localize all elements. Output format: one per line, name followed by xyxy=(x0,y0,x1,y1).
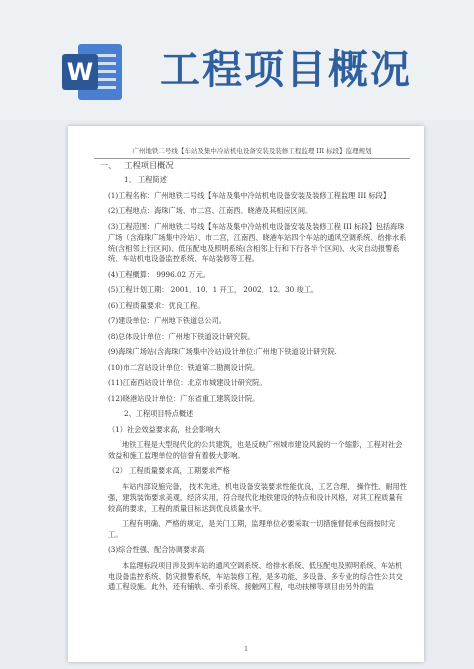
paragraph: (9)海珠广场站(含海珠广场集中冷站)设计单位:广州地下铁道设计研究院. xyxy=(108,347,337,357)
paragraph: (1)工程名称：广州地铁二号线【车站及集中冷站机电设备安装及装修工程监理 III 标段】 xyxy=(108,190,391,200)
paragraph: (2)工程地点：海珠广场、市二宫、江南西、晓港及其相应区间。 xyxy=(108,206,313,216)
paragraph: （2） 工程质量要求高，工期要求严格 xyxy=(108,466,230,476)
document-body xyxy=(100,160,408,598)
paragraph: (4)工程概算： 9996.02 万元。 xyxy=(108,269,210,279)
section-heading xyxy=(100,160,408,171)
subsection-heading: 1、 工程简述 xyxy=(124,175,167,185)
paragraph: 工程有明确、严格的规定，是关门工期，监理单位必要采取一切措施督促承包商按时完工。 xyxy=(108,518,396,539)
paragraph: (11)江南西站设计单位：北京市城建设计研究院。 xyxy=(108,378,267,388)
paragraph: (3)工程范围：广州地铁二号线【车站及集中冷站机电设备安装及装修工程 III 标段】包括海珠广场（含海珠广场集中冷站）、市二宫，江南西、晓港车站四个车站的通风空调系统、给排水系统(含相邻上行区间)、低压配电及照明系统(含相邻上行和下行各半个区间)、火灾自动报警系统、车站机电设备监控系统、车站装修等工程。 xyxy=(108,221,407,264)
paragraph: (10)市二宫站设计单位：铁道第二勘测设计院。 xyxy=(108,362,260,372)
page-title: 工程项目概况 xyxy=(160,47,412,93)
running-header: 广州地铁二号线【车站及集中冷站机电设备安装及装修工程监理 III 标段】监理规划 xyxy=(94,146,410,159)
paragraph: (5)工程计划工期： 2001．10．1 开工， 2002．12．30 竣工。 xyxy=(108,285,319,295)
document-page xyxy=(68,126,424,662)
paragraph: (12)晓港站设计单位：广东省重工建筑设计院。 xyxy=(108,393,260,403)
paragraph: (6)工程质量要求：优良工程。 xyxy=(108,300,205,310)
paragraph: 本监理标段项目涉及到车站的通风空调系统、给排水系统、低压配电及照明系统、车站机电设备监控系统、防灾报警系统，车站装修工程，是多功能、多设备、多专业的综合性公共交通工程设施。此外，还有铺轨、牵引系统、接触网工程，电动扶梯等项目由另外的监 xyxy=(108,560,403,592)
page-number: 1 xyxy=(244,646,248,654)
word-icon xyxy=(60,40,124,104)
paragraph: 地铁工程是大型现代化的公共建筑，也是反映广州城市建设风貌的一个缩影，工程对社会效益和施工监理单位的信誉有着极大影响。 xyxy=(108,440,403,460)
paragraph: (8)总体设计单位：广州地下铁道设计研究院。 xyxy=(108,331,255,341)
paragraph: （1）社会效益要求高，社会影响大 xyxy=(108,424,221,434)
paragraph: (3)综合性强、配合协调要求高 xyxy=(108,545,205,555)
subsection-heading: 2、工程项目特点概述 xyxy=(124,409,194,419)
paragraph: (7)建设单位：广州地下铁道总公司。 xyxy=(108,316,226,326)
section-title: 工程项目概况 xyxy=(124,160,174,170)
paragraph: 车站内部设施完备， 技术先进，机电设备安装要求性能优良，工艺合理， 操作性、耐用性强，建筑装饰要求美观，经济实用，符合现代化地铁建设的特点和设计风格，对其工程质量有较高的要求，工程的质量目标达到优良质量水平。 xyxy=(108,481,407,513)
word-icon-lines xyxy=(96,54,116,94)
word-icon-letter: W xyxy=(62,54,98,90)
section-number: 一、 xyxy=(100,160,117,170)
banner xyxy=(0,0,474,120)
